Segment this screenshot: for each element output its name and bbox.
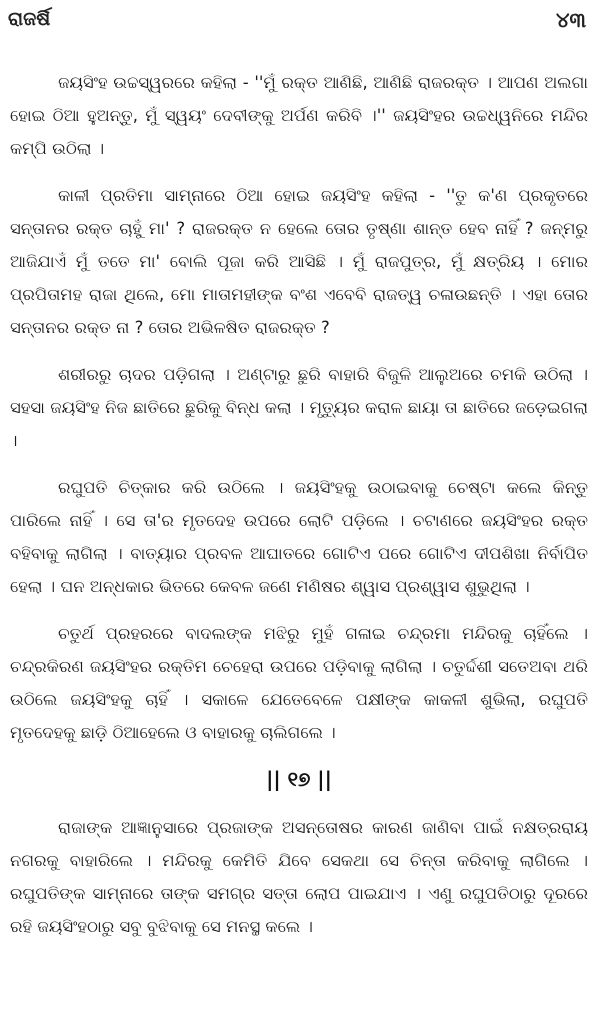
- running-head: ରାଜର୍ଷି: [8, 8, 51, 30]
- paragraph: ରଘୁପତି ଚିତ୍କାର କରି ଉଠିଲେ । ଜୟସିଂହକୁ ଉଠାଇବାକୁ ଚେଷ୍ଟା କଲେ କିନ୍ତୁ ପାରିଲେ ନାହିଁ । ସେ ତା'ର ମୃତଦେହ ଉପରେ ଲୋଟି ପଡ଼ିଲେ । ଚଟାଣରେ ଜୟସିଂହର ରକ୍ତ ବହିବାକୁ ଲାଗିଲା । ବାତ୍ୟାର ପ୍ରବଳ ଆଘାତରେ ଗୋଟିଏ ପରେ ଗୋଟିଏ ଦୀପଶିଖା ନିର୍ବାପିତ ହେଲା । ଘନ ଅନ୍ଧକାର ଭିତରେ କେବଳ ଜଣେ ମଣିଷର ଶ୍ୱାସ ପ୍ରଶ୍ୱାସ ଶୁଭୁଥିଲା ।: [10, 478, 588, 596]
- paragraph: କାଳୀ ପ୍ରତିମା ସାମ୍ନାରେ ଠିଆ ହୋଇ ଜୟସିଂହ କହିଲା - ''ତୁ କ'ଣ ପ୍ରକୃତରେ ସନ୍ତାନର ରକ୍ତ ଚାହୁଁ ମା' ? ରାଜରକ୍ତ ନ ହେଲେ ତୋର ତୃଷ୍ଣା ଶାନ୍ତ ହେବ ନାହିଁ ? ଜନ୍ମରୁ ଆଜିଯାଏଁ ମୁଁ ତତେ ମା' ବୋଲି ପୂଜା କରି ଆସିଛି । ମୁଁ ରାଜପୁତ୍ର, ମୁଁ କ୍ଷତ୍ରିୟ । ମୋର ପ୍ରପିତାମହ ରାଜା ଥିଲେ, ମୋ ମାତାମହୀଙ୍କ ବଂଶ ଏବେବି ରାଜତ୍ୱ ଚଳାଉଛନ୍ତି । ଏହା ତୋର ସନ୍ତାନର ରକ୍ତ ନା ? ତୋର ଅଭିଳଷିତ ରାଜରକ୍ତ ?: [10, 186, 588, 337]
- paragraph: ଚତୁର୍ଥ ପ୍ରହରରେ ବାଦଲଙ୍କ ମଝିରୁ ମୁହଁ ଗଳାଇ ଚନ୍ଦ୍ରମା ମନ୍ଦିରକୁ ଚାହିଁଲେ । ଚନ୍ଦ୍ରକିରଣ ଜୟସିଂହର ରକ୍ତିମ ଚେହେରା ଉପରେ ପଡ଼ିବାକୁ ଲାଗିଲା । ଚତୁର୍ଦ୍ଦଶୀ ସତେଅବା ଥରି ଉଠିଲେ ଜୟସିଂହକୁ ଚାହିଁ । ସକାଳେ ଯେତେବେଳେ ପକ୍ଷୀଙ୍କ କାକଳୀ ଶୁଭିଲା, ରଘୁପତି ମୃତଦେହକୁ ଛାଡ଼ି ଠିଆହେଲେ ଓ ବାହାରକୁ ଚାଲିଗଲେ ।: [10, 624, 588, 742]
- body-text: [10, 66, 588, 957]
- page-number: ୪୩: [556, 8, 586, 32]
- paragraph: ଶରୀରରୁ ଚାଦର ପଡ଼ିଗଲା । ଅଣ୍ଟାରୁ ଛୁରି ବାହାରି ବିଜୁଳି ଆଲୁଅରେ ଚମକି ଉଠିଲା । ସହସା ଜୟସିଂହ ନିଜ ଛାତିରେ ଛୁରିକୁ ବିନ୍ଧ କଲା । ମୃତ୍ୟୁର କରାଳ ଛାୟା ତା ଛାତିରେ ଜଡ଼େଇଗଲା ।: [10, 365, 588, 450]
- paragraph: ରାଜାଙ୍କ ଆଜ୍ଞାନୁସାରେ ପ୍ରଜାଙ୍କ ଅସନ୍ତୋଷର କାରଣ ଜାଣିବା ପାଇଁ ନକ୍ଷତ୍ରରାୟ ନଗରକୁ ବାହାରିଲେ । ମନ୍ଦିରକୁ କେମିତି ଯିବେ ସେକଥା ସେ ଚିନ୍ତା କରିବାକୁ ଲାଗିଲେ । ରଘୁପତିଙ୍କ ସାମ୍ନାରେ ତାଙ୍କ ସମଗ୍ର ସତ୍ତା ଲୋପ ପାଇଯାଏ । ଏଣୁ ରଘୁପତିଠାରୁ ଦୂରରେ ରହି ଜୟସିଂହଠାରୁ ସବୁ ବୁଝିବାକୁ ସେ ମନସ୍ଥ କଲେ ।: [10, 818, 588, 936]
- paragraph: ଜୟସିଂହ ଉଚ୍ଚସ୍ୱରରେ କହିଲା - ''ମୁଁ ରକ୍ତ ଆଣିଛି, ଆଣିଛି ରାଜରକ୍ତ । ଆପଣ ଅଲଗା ହୋଇ ଠିଆ ହୁଅନ୍ତୁ, ମୁଁ ସ୍ୱୟଂ ଦେବୀଙ୍କୁ ଅର୍ପଣ କରିବି ।'' ଜୟସିଂହର ଉଚ୍ଚଧ୍ୱନିରେ ମନ୍ଦିର କମ୍ପି ଉଠିଲା ।: [10, 73, 588, 158]
- chapter-heading: || ୧୭ ||: [266, 767, 332, 791]
